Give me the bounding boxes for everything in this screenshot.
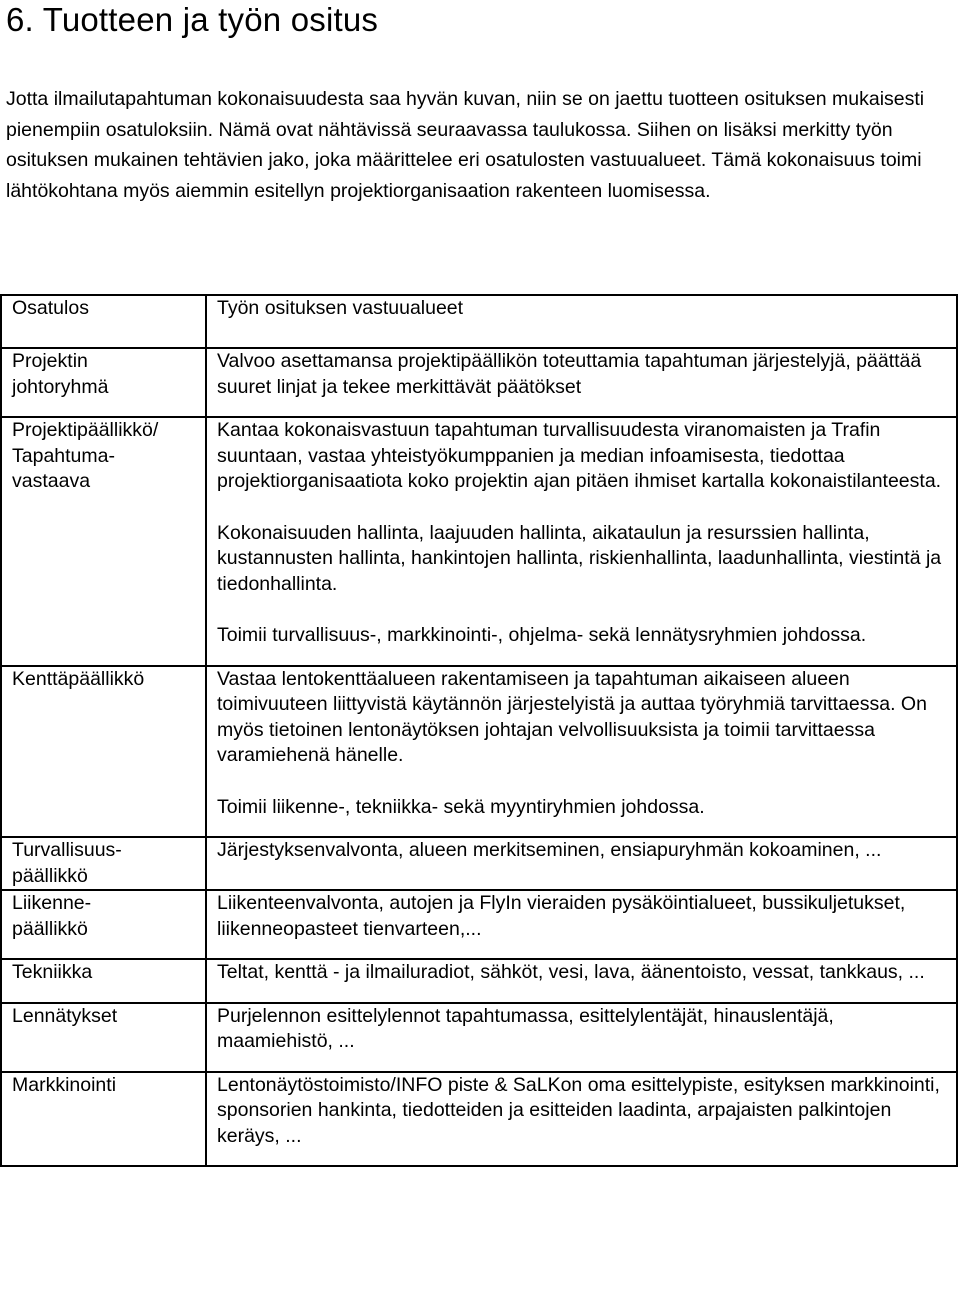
- page-title: 6. Tuotteen ja työn ositus: [6, 1, 379, 38]
- osatulos-cell: Kenttäpäällikkö: [1, 666, 206, 838]
- vastuualueet-cell: [206, 1003, 957, 1072]
- osatulos-cell: Turvallisuus- päällikkö: [1, 837, 206, 890]
- responsibility-text: Toimii liikenne-, tekniikka- sekä myyntiryhmien johdossa.: [217, 795, 705, 818]
- responsibility-text: Purjelennon esittelylennot tapahtumassa, esittelylentäjät, hinauslentäjä, maamiehistö, ...: [217, 1004, 834, 1052]
- vastuualueet-cell: [206, 1072, 957, 1167]
- responsibility-text: Lentonäytöstoimisto/INFO piste & SaLKon oma esittelypiste, esityksen markkinointi, sponsorien hankinta, tiedotteiden ja esitteiden laadinta, arpajaisten palkintojen keräys, ...: [217, 1073, 940, 1147]
- table-row: [1, 1072, 957, 1167]
- intro-paragraph: Jotta ilmailutapahtuman kokonaisuudesta saa hyvän kuvan, niin se on jaettu tuotteen osituksen mukaisesti pienempiin osatuloksiin. Nämä ovat nähtävissä seuraavassa taulukossa. Siihen on lisäksi merkitty työn osituksen mukainen tehtävien jako, joka määrittelee eri osatulosten vastuualueet. Tämä kokonaisuus toimi lähtökohtana myös aiemmin esitellyn projektiorganisaation rakenteen luomisessa.: [6, 88, 925, 202]
- responsibility-text: Vastaa lentokenttäalueen rakentamiseen ja tapahtuman aikaiseen alueen toimivuuteen liittyvistä käytännön järjestelyistä ja auttaa työryhmiä tarvittaessa. On myös tietoinen lentonäytöksen johtajan velvollisuuksista ja toimii tarvittaessa varamiehenä hänelle.: [217, 667, 927, 766]
- osatulos-cell: Markkinointi: [1, 1072, 206, 1167]
- table-header-row: [1, 295, 957, 348]
- responsibility-text: Valvoo asettamansa projektipäällikön toteuttamia tapahtuman järjestelyjä, päättää suuret linjat ja tekee merkittävät päätökset: [217, 350, 922, 398]
- work-breakdown-table: [0, 294, 958, 1167]
- osatulos-cell: Liikenne- päällikkö: [1, 890, 206, 959]
- responsibility-text: Toimii turvallisuus-, markkinointi-, ohjelma- sekä lennätysryhmien johdossa.: [217, 624, 867, 646]
- vastuualueet-cell: [206, 837, 957, 890]
- table-row: [1, 666, 957, 838]
- vastuualueet-cell: [206, 890, 957, 959]
- table-row: [1, 348, 957, 417]
- osatulos-cell: Lennätykset: [1, 1003, 206, 1072]
- responsibility-text: Teltat, kenttä - ja ilmailuradiot, sähköt, vesi, lava, äänentoisto, vessat, tankkaus, ...: [217, 961, 925, 983]
- table-row: [1, 959, 957, 1003]
- vastuualueet-cell: [206, 348, 957, 417]
- responsibility-text: Kantaa kokonaisvastuun tapahtuman turvallisuudesta viranomaisten ja Trafin suuntaan, vastaa yhteistyökumppanien ja median infoamisesta, tiedottaa projektiorganisaatiota koko projektin ajan pitäen ihmiset kartalla kokonaistilanteesta.: [217, 419, 942, 492]
- responsibility-text: Järjestyksenvalvonta, alueen merkitseminen, ensiapuryhmän kokoaminen, ...: [217, 839, 882, 861]
- osatulos-cell: Projektin johtoryhmä: [1, 348, 206, 417]
- header-vastuualueet: Työn osituksen vastuualueet: [206, 295, 957, 348]
- responsibility-text: Kokonaisuuden hallinta, laajuuden hallinta, aikataulun ja resurssien hallinta, kustannusten hallinta, hankintojen hallinta, riskienhallinta, laadunhallinta, viestintä ja tiedonhallinta.: [217, 521, 942, 595]
- responsibility-text: Liikenteenvalvonta, autojen ja FlyIn vieraiden pysäköintialueet, bussikuljetukset, liikenneopasteet tienvarteen,...: [217, 892, 906, 940]
- table-row: [1, 1003, 957, 1072]
- osatulos-cell: Tekniikka: [1, 959, 206, 1003]
- vastuualueet-cell: [206, 666, 957, 838]
- osatulos-cell: Projektipäällikkö/ Tapahtuma- vastaava: [1, 417, 206, 666]
- vastuualueet-cell: [206, 959, 957, 1003]
- table-row: [1, 890, 957, 959]
- table-row: [1, 837, 957, 890]
- vastuualueet-cell: [206, 417, 957, 666]
- header-osatulos: Osatulos: [1, 295, 206, 348]
- table-row: [1, 417, 957, 666]
